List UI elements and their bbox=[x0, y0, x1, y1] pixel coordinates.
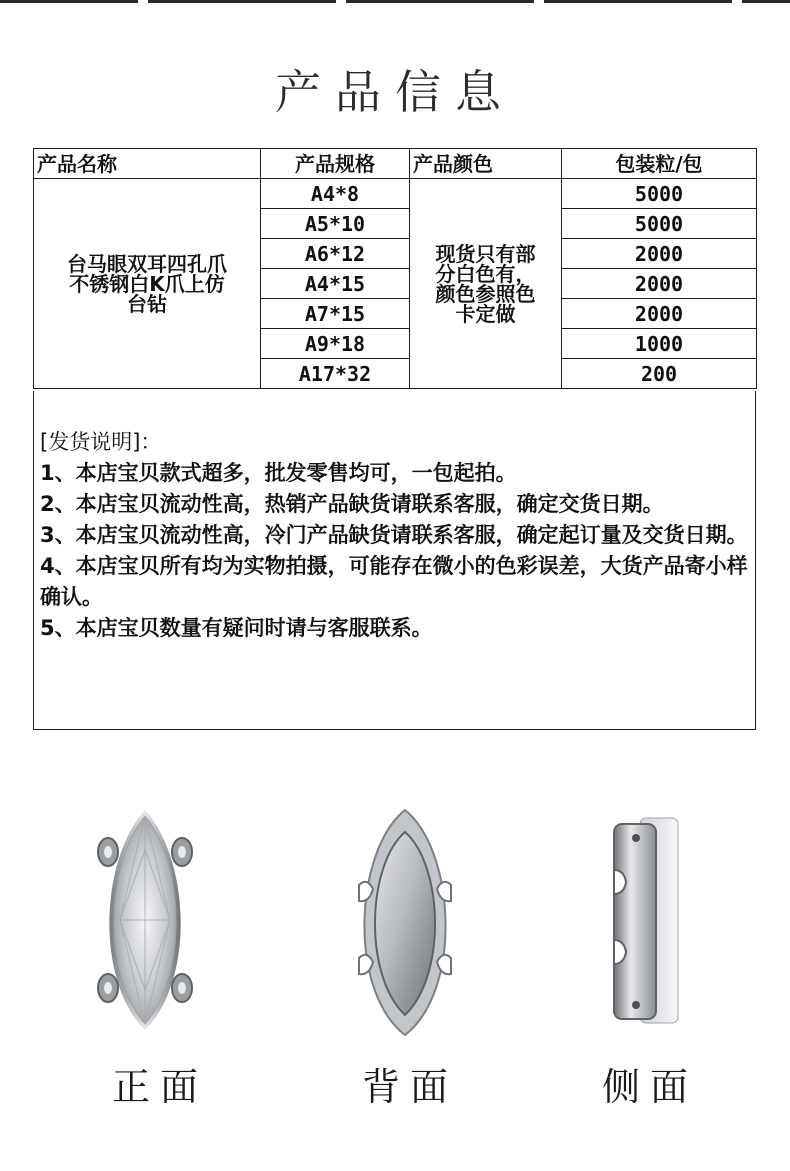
product-name-cell bbox=[34, 179, 261, 389]
shipping-notes-box bbox=[33, 391, 756, 730]
spec-cell: A7*15 bbox=[261, 299, 410, 329]
spec-cell: A6*12 bbox=[261, 239, 410, 269]
pack-qty-cell: 2000 bbox=[562, 299, 757, 329]
color-line: 现货只有部 bbox=[435, 241, 536, 266]
product-name-line: 台钻 bbox=[127, 291, 167, 316]
pack-qty-cell: 1000 bbox=[562, 329, 757, 359]
notes-item: 2、本店宝贝流动性高，热销产品缺货请联系客服，确定交货日期。 bbox=[40, 492, 664, 517]
notes-title: [发货说明]： bbox=[40, 430, 162, 454]
caption-side: 侧面 bbox=[601, 1065, 698, 1109]
notes-item: 4、本店宝贝所有均为实物拍摄，可能存在微小的色彩误差，大货产品寄小样确认。 bbox=[40, 554, 748, 610]
header-pack-qty: 包装粒/包 bbox=[562, 149, 757, 179]
pack-qty-cell: 2000 bbox=[562, 269, 757, 299]
pack-qty-cell: 200 bbox=[562, 359, 757, 389]
spec-cell: A4*15 bbox=[261, 269, 410, 299]
caption-back: 背面 bbox=[361, 1065, 458, 1109]
spec-cell: A5*10 bbox=[261, 209, 410, 239]
back-view-photo bbox=[335, 790, 475, 1050]
top-divider-1 bbox=[0, 0, 138, 3]
top-divider-3 bbox=[346, 0, 534, 3]
pack-qty-cell: 2000 bbox=[562, 239, 757, 269]
front-view-photo bbox=[70, 790, 220, 1050]
product-color-cell bbox=[410, 179, 562, 389]
notes-item: 5、本店宝贝数量有疑问时请与客服联系。 bbox=[40, 616, 433, 641]
product-name-line: 台马眼双耳四孔爪 bbox=[67, 251, 227, 276]
caption-front: 正面 bbox=[111, 1065, 208, 1109]
side-view-photo bbox=[600, 790, 690, 1050]
spec-cell: A4*8 bbox=[261, 179, 410, 209]
color-line: 分白色有， bbox=[435, 261, 536, 286]
table-row bbox=[34, 179, 757, 209]
notes-item: 3、本店宝贝流动性高，冷门产品缺货请联系客服，确定起订量及交货日期。 bbox=[40, 523, 748, 548]
notes-item: 1、本店宝贝款式超多，批发零售均可，一包起拍。 bbox=[40, 461, 517, 486]
product-spec-table bbox=[33, 148, 757, 389]
header-color: 产品颜色 bbox=[410, 149, 562, 179]
pack-qty-cell: 5000 bbox=[562, 209, 757, 239]
product-name-line: 不锈钢白K爪上仿 bbox=[69, 271, 225, 296]
table-header-row bbox=[34, 149, 757, 179]
color-line: 颜色参照色 bbox=[435, 281, 536, 306]
page-title: 产品信息 bbox=[275, 65, 515, 119]
header-product-name: 产品名称 bbox=[34, 149, 261, 179]
top-divider-5 bbox=[742, 0, 790, 3]
top-divider-2 bbox=[148, 0, 336, 3]
spec-cell: A9*18 bbox=[261, 329, 410, 359]
spec-cell: A17*32 bbox=[261, 359, 410, 389]
header-spec: 产品规格 bbox=[261, 149, 410, 179]
pack-qty-cell: 5000 bbox=[562, 179, 757, 209]
top-divider-4 bbox=[544, 0, 732, 3]
color-line: 卡定做 bbox=[455, 301, 516, 326]
